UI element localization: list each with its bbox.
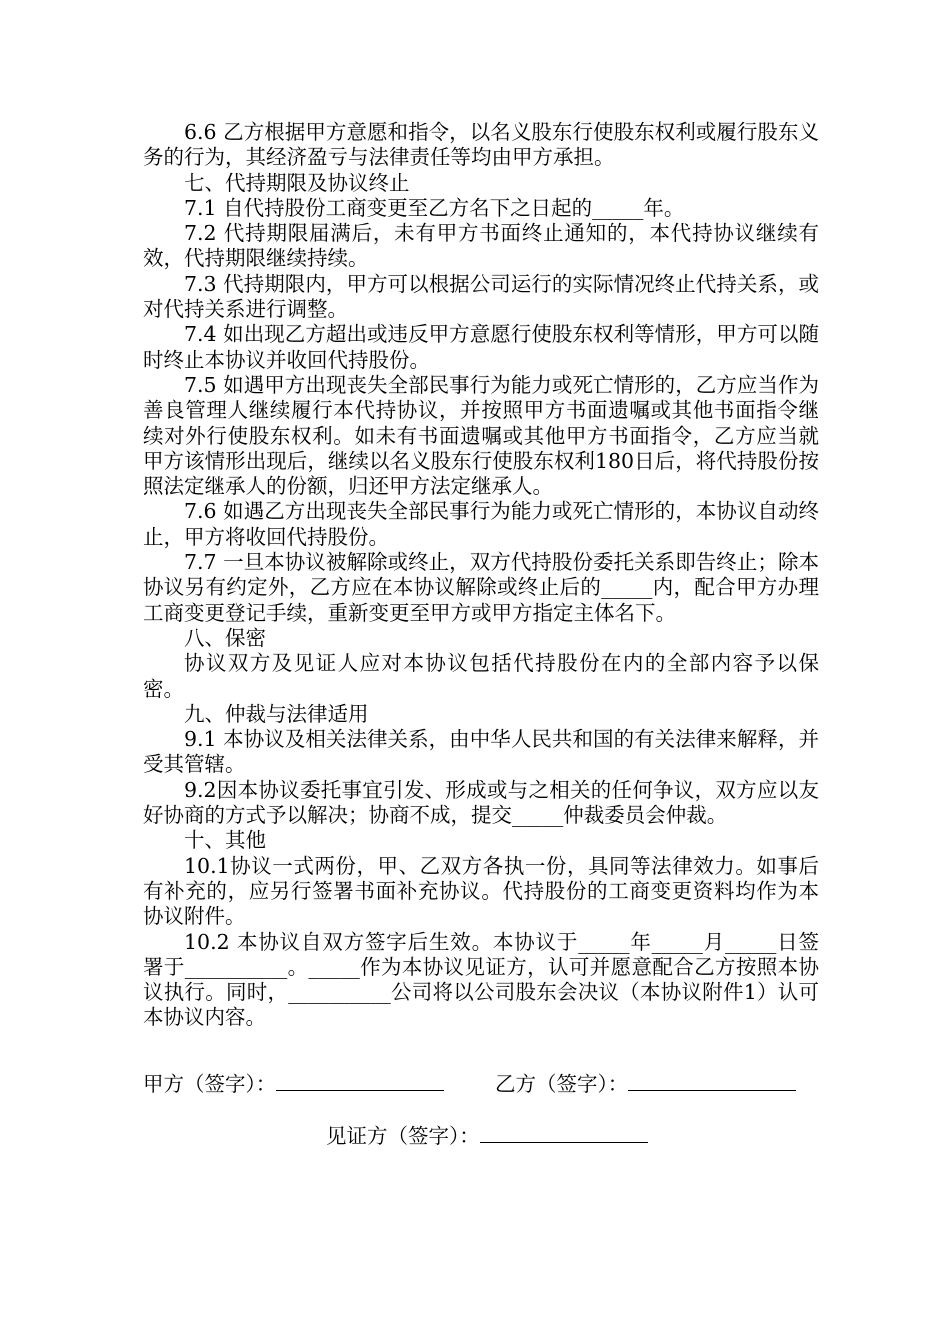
- party-a-signature-line[interactable]: [276, 1072, 444, 1091]
- section-9-heading: 九、仲裁与法律适用: [184, 701, 369, 726]
- section-8-heading: 八、保密: [184, 625, 266, 650]
- party-b-label: 乙方（签字）：: [495, 1072, 629, 1096]
- clause-6-6: 6.6 乙方根据甲方意愿和指令，以名义股东行使股东权利或履行股东义务的行为，其经济盈亏与法律责任等均由甲方承担。: [143, 120, 819, 170]
- clause-7-4: 7.4 如出现乙方超出或违反甲方意愿行使股东权利等情形，甲方可以随时终止本协议并收回代持股份。: [143, 322, 819, 372]
- clause-7-2: 7.2 代持期限届满后，未有甲方书面终止通知的，本代持协议继续有效，代持期限继续持续。: [143, 221, 819, 271]
- witness-label: 见证方（签字）：: [326, 1124, 480, 1148]
- clause-10-1: 10.1协议一式两份，甲、乙双方各执一份，具同等法律效力。如事后有补充的，应另行签署书面补充协议。代持股份的工商变更资料均作为本协议附件。: [143, 853, 819, 929]
- clause-9-2: 9.2因本协议委托事宜引发、形成或与之相关的任何争议，双方应以友好协商的方式予以解决；协商不成，提交_____仲裁委员会仲裁。: [143, 777, 819, 828]
- clause-10-2: 10.2 本协议自双方签字后生效。本协议于_____年_____月_____日签署于__________。_____作为本协议见证方，认可并愿意配合乙方按照本协议执行。同时，__________公司将以公司股东会决议（本协议附件1）认可本协议内容。: [143, 929, 819, 1030]
- clause-8-confidentiality: 协议双方及见证人应对本协议包括代持股份在内的全部内容予以保密。: [143, 651, 819, 701]
- party-a-label: 甲方（签字）：: [143, 1072, 277, 1096]
- party-a-signature: [143, 1071, 444, 1097]
- clause-7-6: 7.6 如遇乙方出现丧失全部民事行为能力或死亡情形的，本协议自动终止，甲方将收回代持股份。: [143, 499, 819, 549]
- clause-7-1: 7.1 自代持股份工商变更至乙方名下之日起的_____年。: [184, 195, 685, 220]
- clause-9-1: 9.1 本协议及相关法律关系，由中华人民共和国的有关法律来解释，并受其管辖。: [143, 727, 819, 777]
- party-b-signature-line[interactable]: [628, 1072, 796, 1091]
- agreement-body: [143, 120, 819, 1031]
- clause-7-5: 7.5 如遇甲方出现丧失全部民事行为能力或死亡情形的，乙方应当作为善良管理人继续履行本代持协议，并按照甲方书面遗嘱或其他书面指令继续对外行使股东权利。如未有书面遗嘱或其他甲方书面指令，乙方应当就甲方该情形出现后，继续以名义股东行使股东权利180日后，将代持股份按照法定继承人的份额，归还甲方法定继承人。: [143, 372, 819, 499]
- witness-signature: [326, 1123, 648, 1149]
- clause-7-7: 7.7 一旦本协议被解除或终止，双方代持股份委托关系即告终止；除本协议另有约定外，乙方应在本协议解除或终止后的_____内，配合甲方办理工商变更登记手续，重新变更至甲方或甲方指定主体名下。: [143, 550, 819, 625]
- section-7-heading: 七、代持期限及协议终止: [184, 170, 410, 195]
- witness-signature-line[interactable]: [480, 1124, 648, 1143]
- section-10-heading: 十、其他: [184, 828, 266, 853]
- party-b-signature: [495, 1071, 796, 1097]
- clause-7-3: 7.3 代持期限内，甲方可以根据公司运行的实际情况终止代持关系，或对代持关系进行调整。: [143, 271, 819, 322]
